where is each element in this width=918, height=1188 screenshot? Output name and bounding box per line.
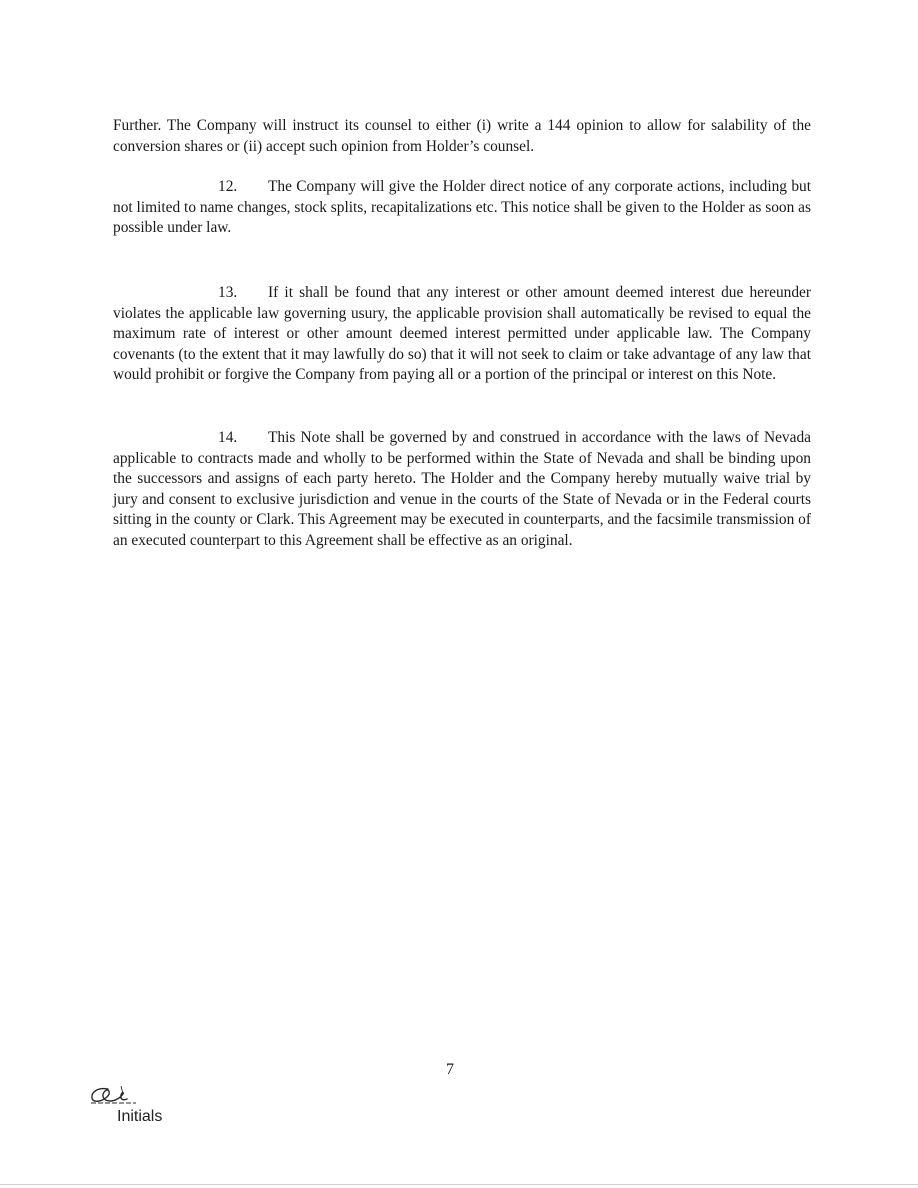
- paragraph-continuation: [113, 116, 811, 157]
- page-number: 7: [446, 1061, 454, 1078]
- paragraph-number: 14.: [218, 429, 238, 446]
- paragraph-12: [113, 177, 811, 239]
- initials-label: Initials: [117, 1108, 163, 1125]
- paragraph-number: 13.: [218, 284, 238, 301]
- page-bottom-edge: [0, 1184, 918, 1185]
- paragraph-13: [113, 283, 811, 386]
- initials-signature-icon: [88, 1083, 148, 1109]
- paragraph-text: If it shall be found that any interest or other amount deemed interest due hereunder violates the applicable law governing usury, the applicable provision shall automatically be revised to equal the maximum rate of interest or other amount deemed interest permitted under applicable law. The Company covenants (to the extent that it may lawfully do so) that it will not seek to claim or take advantage of any law that would prohibit or forgive the Company from paying all or a portion of the principal or interest on this Note.: [113, 284, 811, 383]
- paragraph-14: [113, 428, 811, 551]
- paragraph-text: The Company will give the Holder direct notice of any corporate actions, including but not limited to name changes, stock splits, recapitalizations etc. This notice shall be given to the Holder as soon as possible under law.: [113, 178, 811, 236]
- paragraph-text: This Note shall be governed by and construed in accordance with the laws of Nevada applicable to contracts made and wholly to be performed within the State of Nevada and shall be binding upon the successors and assigns of each party hereto. The Holder and the Company hereby mutually waive trial by jury and consent to exclusive jurisdiction and venue in the courts of the State of Nevada or in the Federal courts sitting in the county or Clark. This Agreement may be executed in counterparts, and the facsimile transmission of an executed counterpart to this Agreement shall be effective as an original.: [113, 429, 811, 549]
- paragraph-text: Further. The Company will instruct its counsel to either (i) write a 144 opinion to allow for salability of the conversion shares or (ii) accept such opinion from Holder’s counsel.: [113, 117, 811, 155]
- paragraph-number: 12.: [218, 178, 238, 195]
